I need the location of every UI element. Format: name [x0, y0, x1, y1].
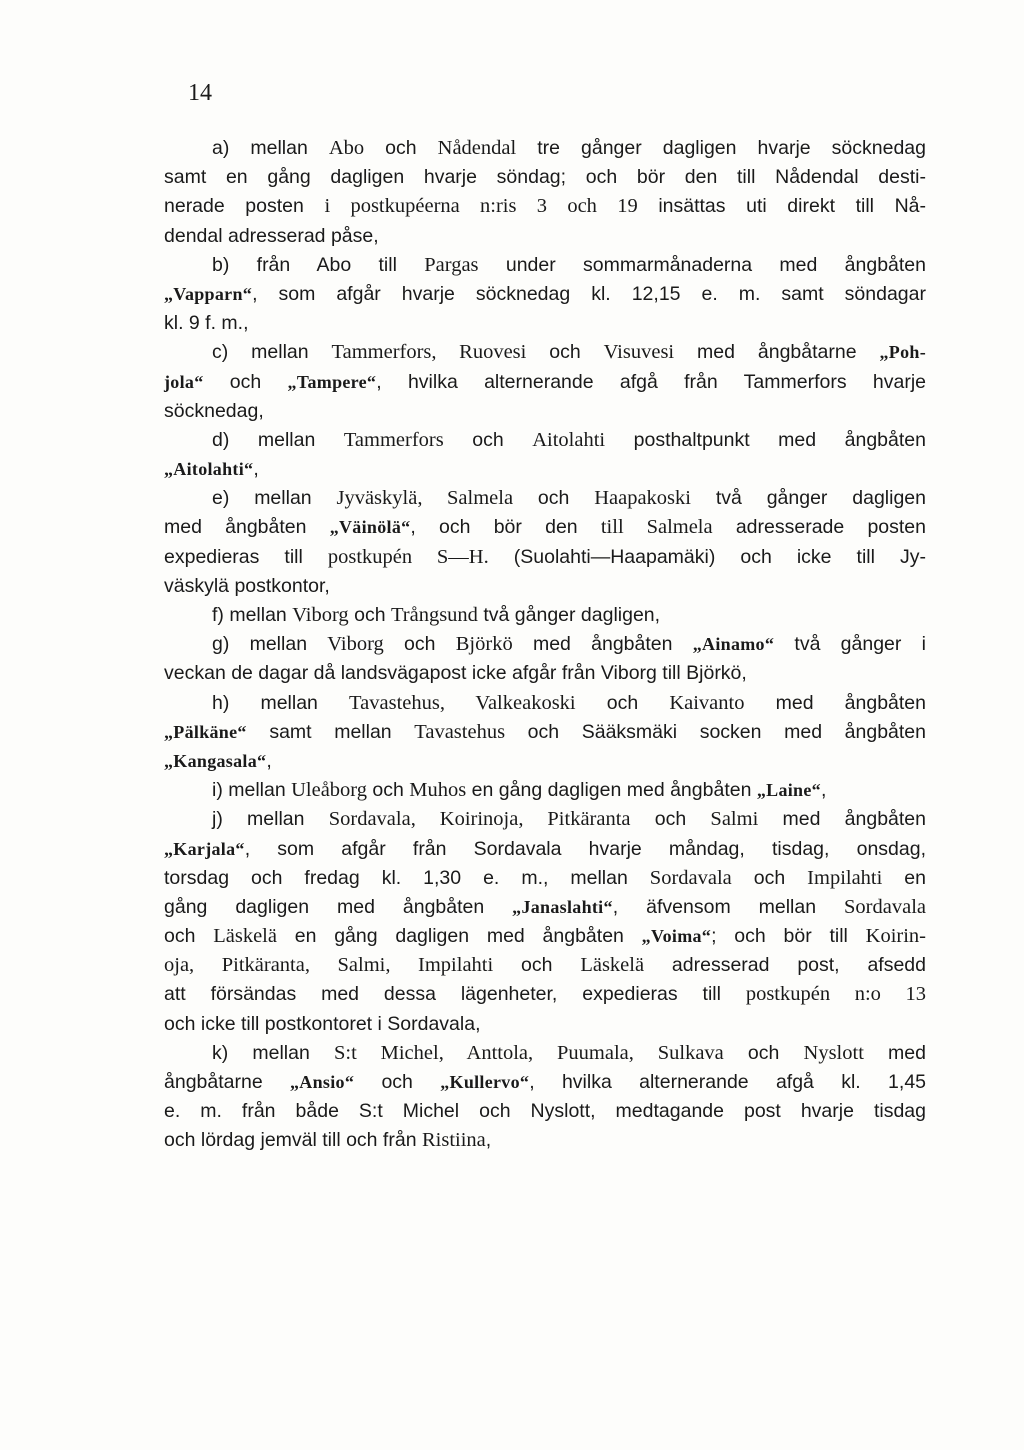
place-name: i postkupéerna n:ris 3 och 19 — [324, 195, 638, 218]
place-name: Muhos — [409, 779, 467, 802]
text-run: (Suolahti—Haapamäki) och icke till Jy- — [488, 545, 926, 568]
text-run: e) mellan — [212, 487, 337, 510]
text-run: kl. 9 f. m., — [164, 312, 249, 335]
place-name: Haapakoski — [594, 487, 691, 510]
text-run: gång dagligen med ångbåten — [164, 895, 513, 918]
text-run: , som afgår från Sordavala hvarje måndag, tisdag, onsdag, — [244, 837, 926, 860]
ship-name: „Karjala“ — [164, 838, 245, 859]
text-run: och — [383, 633, 456, 656]
body-text — [164, 134, 926, 1156]
place-name: Läskelä — [213, 925, 277, 948]
paragraph-line — [164, 426, 926, 455]
text-run: och — [443, 428, 533, 451]
text-run: insättas uti direkt till Nå- — [637, 195, 926, 218]
place-name: Pargas — [424, 253, 479, 276]
text-run: f) mellan — [212, 604, 293, 626]
text-run: , som afgår hvarje söcknedag kl. 12,15 e. m. samt söndagar — [252, 282, 926, 305]
paragraph-line — [164, 980, 926, 1009]
paragraph-f — [164, 601, 926, 630]
text-run: adresserad post, afsedd — [644, 954, 926, 977]
paragraph-e — [164, 484, 926, 601]
paragraph-line — [164, 192, 926, 221]
place-name: Sordavala — [649, 866, 732, 889]
place-name: Viborg — [292, 604, 349, 626]
paragraph-h — [164, 689, 926, 777]
text-run: k) mellan — [212, 1041, 334, 1064]
text-run: och lördag jemväl till och från — [164, 1129, 422, 1152]
ship-name: „Aitolahti“ — [164, 459, 254, 480]
text-run: , — [820, 779, 827, 802]
paragraph-b — [164, 251, 926, 339]
text-run: och Sääksmäki socken med ångbåten — [505, 720, 926, 743]
text-run: g) mellan — [212, 633, 328, 656]
paragraph-g — [164, 630, 926, 688]
text-run: , hvilka alternerande afgå kl. 1,45 — [529, 1071, 927, 1093]
place-name: Visuvesi — [603, 341, 675, 364]
text-run: veckan de dagar då landsvägapost icke afgår från Viborg till Björkö, — [164, 662, 747, 685]
text-run: och — [723, 1041, 804, 1064]
text-run: och — [203, 370, 288, 393]
paragraph-line — [164, 630, 926, 659]
place-name: Salmi — [710, 808, 759, 831]
text-run: och — [731, 866, 808, 889]
paragraph-a — [164, 134, 926, 251]
place-name: Björkö — [455, 633, 513, 656]
paragraph-j — [164, 805, 926, 1039]
text-run: med ångbåten — [744, 691, 927, 714]
place-name: Sordavala — [844, 895, 926, 918]
place-name: Ristiina — [421, 1129, 486, 1152]
place-name: oja, Pitkäranta, Salmi, Impilahti — [164, 954, 494, 977]
text-run: en gång dagligen med ångbåten — [466, 779, 757, 802]
text-run: samt en gång dagligen hvarje söndag; och bör den till Nådendal desti- — [164, 166, 926, 189]
text-run: d) mellan — [212, 428, 344, 451]
ship-name: „Voima“ — [641, 926, 712, 947]
place-name: Tavastehus — [414, 720, 506, 743]
ship-name: „Väinölä“ — [329, 517, 411, 538]
text-run: c) mellan — [212, 341, 332, 364]
text-run: expedieras till — [164, 545, 328, 568]
place-name: Kaivanto — [669, 691, 745, 714]
paragraph-line — [164, 1068, 926, 1097]
text-run: väskylä postkontor, — [164, 574, 330, 597]
place-name: Läskelä — [580, 954, 645, 977]
place-name: postkupén n:o 13 — [745, 983, 926, 1006]
text-run: med ångbåten — [758, 808, 926, 831]
paragraph-line — [164, 1097, 926, 1126]
text-run: h) mellan — [212, 691, 350, 714]
paragraph-line — [164, 835, 926, 864]
text-run: med ångbåten — [512, 633, 693, 656]
text-run: att försändas med dessa lägenheter, expedieras till — [164, 983, 746, 1006]
paragraph-line — [164, 543, 926, 572]
text-run: , — [485, 1129, 492, 1152]
paragraph-line — [164, 1126, 926, 1155]
text-run: en — [882, 866, 926, 889]
paragraph-d — [164, 426, 926, 484]
paragraph-line — [164, 718, 926, 747]
place-name: Nyslott — [803, 1041, 864, 1064]
text-run: med ångbåten — [164, 516, 330, 539]
text-run: a) mellan — [212, 137, 329, 159]
paragraph-line — [164, 659, 926, 688]
place-name: Tammerfors, Ruovesi — [331, 341, 527, 364]
ship-name: „Poh- — [879, 342, 926, 363]
place-name: Uleåborg — [291, 779, 368, 802]
ship-name: „Laine“ — [756, 780, 821, 801]
ship-name: „Vapparn“ — [164, 283, 253, 304]
text-run: dendal adresserad påse, — [164, 224, 379, 247]
place-name: Sordavala, Koirinoja, Pitkäranta — [328, 808, 631, 831]
text-run: söcknedag, — [164, 399, 264, 422]
text-run: nerade posten — [164, 195, 325, 218]
text-run: och — [513, 487, 595, 510]
paragraph-c — [164, 338, 926, 426]
paragraph-line — [164, 513, 926, 542]
ship-name: „Janaslahti“ — [512, 896, 613, 917]
text-run: två gånger dagligen — [690, 487, 926, 510]
paragraph-line — [164, 922, 926, 951]
paragraph-line — [164, 747, 926, 776]
text-run: och — [493, 954, 581, 977]
place-name: Viborg — [327, 633, 384, 656]
text-run: med ångbåtarne — [674, 341, 880, 364]
text-run: adresserade posten — [712, 516, 926, 539]
paragraph-line — [164, 338, 926, 367]
place-name: Nådendal — [437, 137, 517, 159]
text-run: j) mellan — [212, 808, 329, 831]
ship-name: „Pälkäne“ — [164, 721, 247, 742]
text-run: i) mellan — [212, 779, 292, 802]
paragraph-line — [164, 1010, 926, 1039]
paragraph-line — [164, 864, 926, 893]
place-name: Tammerfors — [343, 428, 444, 451]
paragraph-line — [164, 572, 926, 601]
ship-name: „Kullervo“ — [440, 1072, 530, 1092]
paragraph-line — [164, 689, 926, 718]
ship-name: „Kangasala“ — [164, 750, 267, 771]
text-run: , — [266, 749, 272, 772]
text-run: med — [863, 1041, 926, 1064]
text-run: tre gånger dagligen hvarje söcknedag — [516, 137, 926, 159]
paragraph-line — [164, 368, 926, 397]
text-run: e. m. från både S:t Michel och Nyslott, medtagande post hvarje tisdag — [164, 1100, 926, 1123]
paragraph-line — [164, 251, 926, 280]
text-run: och — [630, 808, 711, 831]
place-name: Jyväskylä, Salmela — [336, 487, 514, 510]
paragraph-line — [164, 805, 926, 834]
text-run: ångbåtarne — [164, 1071, 290, 1093]
text-run: och — [164, 925, 214, 948]
text-run: under sommarmånaderna med ångbåten — [478, 253, 926, 276]
paragraph-line — [164, 776, 926, 805]
paragraph-line — [164, 397, 926, 426]
ship-name: „Tampere“ — [287, 371, 377, 392]
text-run: och — [354, 1071, 441, 1093]
text-run: , hvilka alternerande afgå från Tammerfors hvarje — [376, 370, 926, 393]
text-run: och — [526, 341, 604, 364]
paragraph-line — [164, 484, 926, 513]
paragraph-k — [164, 1039, 926, 1156]
paragraph-line — [164, 951, 926, 980]
place-name: postkupén S—H. — [327, 545, 489, 568]
text-run: ; och bör till — [711, 925, 866, 948]
place-name: Tavastehus, Valkeakoski — [349, 691, 576, 714]
ship-name: jola“ — [164, 371, 204, 392]
paragraph-line — [164, 309, 926, 338]
place-name: Aitolahti — [532, 428, 606, 451]
place-name: Impilahti — [807, 866, 883, 889]
text-run: två gånger dagligen, — [477, 604, 661, 626]
place-name: Trångsund — [390, 604, 478, 626]
place-name: S:t Michel, Anttola, Puumala, Sulkava — [333, 1041, 724, 1064]
page-number: 14 — [188, 80, 212, 106]
place-name: till Salmela — [600, 516, 713, 539]
text-run: och icke till postkontoret i Sordavala, — [164, 1012, 481, 1035]
paragraph-line — [164, 1039, 926, 1068]
paragraph-line — [164, 455, 926, 484]
text-run: , och bör den — [410, 516, 601, 539]
ship-name: „Ansio“ — [290, 1072, 355, 1092]
text-run: , äfvensom mellan — [612, 895, 845, 918]
text-run: samt mellan — [246, 720, 415, 743]
text-run: torsdag och fredag kl. 1,30 e. m., mellan — [164, 866, 650, 889]
paragraph-line — [164, 163, 926, 192]
paragraph-line — [164, 222, 926, 251]
place-name: Koirin- — [865, 925, 926, 948]
text-run: och — [348, 604, 391, 626]
text-run: b) från Abo till — [212, 253, 425, 276]
paragraph-line — [164, 601, 926, 630]
text-run: posthaltpunkt med ångbåten — [605, 428, 926, 451]
text-run: , — [253, 458, 259, 481]
text-run: och — [367, 779, 410, 802]
place-name: Abo — [328, 137, 365, 159]
ship-name: „Ainamo“ — [692, 634, 775, 655]
paragraph-i — [164, 776, 926, 805]
text-run: två gånger i — [774, 633, 926, 656]
text-run: en gång dagligen med ångbåten — [276, 925, 642, 948]
text-run: och — [364, 137, 438, 159]
paragraph-line — [164, 893, 926, 922]
paragraph-line — [164, 134, 926, 163]
paragraph-line — [164, 280, 926, 309]
text-run: och — [575, 691, 670, 714]
